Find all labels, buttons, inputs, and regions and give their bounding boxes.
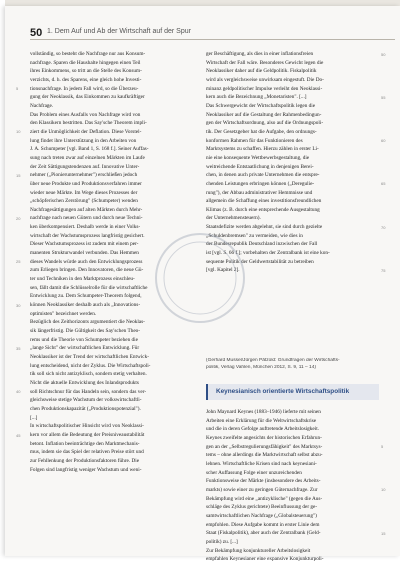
line-number: 25	[16, 259, 21, 265]
text-line: „schöpferischen Zerstörung" (Schumpeter) wenden	[30, 198, 138, 205]
text-line: gen an der „Selbstregulierungsfähigkeit" des Marktsys-	[206, 443, 323, 450]
text-line: rung"), der Abbau administrativer Hemmnisse und	[206, 189, 313, 196]
text-line: schläge des Zyklus gerichtete) Beeinflussung der ge-	[206, 504, 318, 511]
line-number: 70	[381, 224, 386, 230]
line-number: 40	[16, 389, 21, 395]
text-line: Klimas (z. B. durch eine entsprechende Ausgestaltung	[206, 206, 320, 213]
text-line: nachfrage nach neuen Gütern und durch neue Techni-	[30, 215, 143, 222]
text-line: lung entscheidend, nicht der Zyklus. Die Wirtschaftspoli-	[30, 362, 151, 369]
text-line: Neoklassiker daher auf die Geldpolitik. Fiskalpolitik	[206, 68, 317, 75]
right-column	[206, 50, 377, 275]
text-line: Staatsdefizite werden abgelehnt, sie sind durch gezielte	[206, 224, 323, 231]
text-line: lehnen. Wirtschaftliche Krisen sind nach keynesiani-	[206, 460, 317, 467]
text-line: empfahlen Keynesianer eine expansive Konjunkturpoli-	[206, 556, 324, 563]
line-number: 5	[16, 86, 19, 92]
text-line: ken überkompensiert. Deshalb werde in einer Volks-	[30, 224, 141, 231]
line-number: 60	[381, 138, 386, 144]
text-line: konformen Rahmen für das Funktionieren des	[206, 137, 303, 144]
text-line: tionsnachfrage. In jedem Fall wird, so die Überzeu-	[30, 85, 139, 92]
text-line: vollständig, so besteht die Nachfrage nur aus Konsum-	[30, 51, 146, 57]
text-line: markts) sowie einer zu geringen Güternachfrage. Zur	[206, 486, 318, 493]
text-line: Staat (Fiskalpolitik), aber auch der Zentralbank (Geld-	[206, 530, 321, 537]
text-line: mus, indem sie das Spiel der relativen Preise stört und	[30, 449, 144, 456]
text-line: allgemein die Schaffung eines investitionsfreundlichen	[206, 198, 322, 205]
text-line: empfohlen. Diese Aufgabe kommt in erster Linie dem	[206, 521, 320, 528]
header-rule	[30, 39, 395, 40]
text-line: Dieser Wachstumsprozess ist zudem mit einem per-	[30, 241, 139, 248]
text-line: politik) zu. [...]	[206, 538, 238, 545]
text-line: ist [vgl. S. 66 f.]; vorbehalten der Zentralbank ist eine kon-	[206, 250, 330, 257]
page-number: 50	[30, 27, 43, 39]
text-line: chenden Leistungen erbringen können („Deregulie-	[206, 180, 315, 187]
text-line: ter und Techniken in den Marktprozess einschleu-	[30, 276, 135, 283]
right-column-lower	[206, 408, 377, 564]
line-number: 65	[381, 181, 386, 187]
text-line: tems – ohne allerdings die Marktwirtschaft selbst abzu-	[206, 452, 323, 459]
text-line: Arbeiten eine Erklärung für die Weltwirtschaftskrise	[206, 417, 317, 424]
text-line: der Zeit Sättigungstendenzen auf. Innovative Unter-	[30, 163, 140, 170]
text-line: über neue Produkte und Produktionsverfahren immer	[30, 180, 142, 187]
text-line: Bekämpfung wird eine „antizyklische" (gegen die Aus-	[206, 495, 323, 502]
text-line: kern auch die Bezeichnung „Monetaristen". [...]	[206, 94, 307, 101]
line-number: 10	[16, 129, 21, 135]
line-number: 50	[381, 51, 386, 57]
text-line: Bezüglich des Zeithorizonts argumentiert die Neoklas-	[30, 319, 145, 326]
text-line: ger Beschäftigung, als dies in einer inflationsfreien	[206, 51, 314, 57]
text-line: zur Fehllenkung der Produktionsfaktoren führe. Die	[30, 457, 140, 464]
text-line: ihres Einkommens, so tritt an die Stelle des Konsum-	[30, 68, 142, 75]
text-line: „lange Sicht" der wirtschaftlichen Entwicklung. Für	[30, 345, 140, 352]
text-line: ziert die Unmöglichkeit der Deflation. Diese Vorstel-	[30, 128, 142, 135]
text-line: und die in deren Gefolge auftretende Arbeitslosigkeit.	[206, 426, 319, 433]
text-line: optimisten" bezeichnet werden.	[30, 310, 97, 317]
line-number: 5	[381, 444, 384, 450]
line-number: 45	[16, 432, 21, 438]
text-line: sung nach treten zwar auf einzelnen Märkten im Laufe	[30, 154, 145, 161]
citation-line: (Gerhard Mussel/Jürgen Pätzold: Grundfragen der Wirtschafts-	[206, 358, 340, 363]
text-line: dieses Wandels würde auch den Entwicklungsprozess	[30, 258, 143, 265]
text-line: verzichts, d. h. des Sparens, eine gleich hohe Investi-	[30, 76, 142, 83]
text-line: den Klassikern bestritten. Das Say'sche Theorem impli-	[30, 120, 147, 127]
text-line: Neoklassiker auf die Gestaltung der Rahmenbedingun-	[206, 111, 322, 118]
text-line: [vgl. Kapitel 2].	[206, 267, 240, 274]
running-header	[30, 27, 395, 41]
source-citation	[206, 358, 377, 372]
text-line: manenten Strukturwandel verbunden. Das Hemmen	[30, 250, 139, 257]
line-number: 15	[16, 172, 21, 178]
text-line: nie eine konsequente Wettbewerbsgestaltung, die	[206, 154, 310, 161]
text-line: Nicht die aktuelle Entwicklung des Inlandsprodukts	[30, 379, 139, 386]
text-line: gleichsweise stetige Wachstum der volkswirtschaftli-	[30, 397, 142, 404]
text-line: weitreichende Entstaatlichung in denjenigen Berei-	[206, 163, 314, 170]
line-number: 10	[381, 487, 386, 493]
section-heading: Keynesianisch orientierte Wirtschaftspolitik	[216, 388, 350, 395]
text-line: der Unternehmensteuern).	[206, 215, 261, 222]
line-number: 75	[381, 268, 386, 273]
text-line: kern vor allem die Bedeutung der Preisniveaustabilität	[30, 431, 145, 438]
text-line: gung der Neoklassik, das Einkommen zu kaufkräftiger	[30, 94, 145, 101]
citation-line: politik, Verlag Vahlen, München 2012, S. 9, 11 – 14)	[206, 364, 316, 370]
text-line: sen, fällt damit die Schlüsselrolle für die wirtschaftliche	[30, 284, 148, 291]
text-line: der Bundesrepublik Deutschland inzwischen der Fall	[206, 241, 318, 248]
text-line: rems und die Theorie von Schumpeter beziehen die	[30, 336, 138, 343]
text-line: betont. Inflation beeinträchtige den Marktmechanis-	[30, 440, 140, 447]
text-line: soll Richtschnur für das Handeln sein, sondern das ver-	[30, 388, 147, 395]
text-line: nachfrage. Sparen die Haushalte hingegen einen Teil	[30, 59, 141, 66]
text-line: J. A. Schumpeter [vgl. Band 1, S. 168 f.]. Seiner Auffas-	[30, 146, 149, 153]
text-line: John Maynard Keynes (1883–1946) lieferte mit seinen	[206, 409, 321, 415]
line-number: 20	[16, 216, 21, 222]
text-line: [...]	[30, 414, 38, 421]
text-line: Nachfrage.	[30, 102, 54, 109]
text-line: tik. Der Gesetzgeber hat die Aufgabe, den ordnungs-	[206, 128, 317, 135]
text-line: samtwirtschaftlichen Nachfrage („Globalsteuerung")	[206, 512, 317, 519]
text-line: wirtschaft der Wachstumsprozess langfristig gesichert.	[30, 232, 145, 239]
left-column	[30, 50, 201, 474]
text-line: Funktionsweise der Märkte (insbesondere des Arbeits-	[206, 478, 321, 485]
text-line: gen der Wirtschaftsordnung, also auf die Ordnungspoli-	[206, 120, 324, 127]
section-heading-box	[206, 384, 379, 400]
text-line: Das Schwergewicht der Wirtschaftspolitik legen die	[206, 102, 316, 109]
text-line: Entwicklung zu. Dem Schumpeter-Theorem folgend,	[30, 293, 142, 300]
text-line: zum Erliegen bringen. Den Innovatoren, die neue Gü-	[30, 267, 144, 274]
text-line: sik längerfristig. Die Gültigkeit des Say'schen Theo-	[30, 328, 141, 334]
text-line: chen Produktionskapazität („Produktionspotenzial").	[30, 405, 141, 412]
text-line: tik soll sich nicht antizyklisch, sondern stetig verhalten.	[30, 371, 147, 378]
text-line: minanz geldpolitischer Impulse verleiht den Neoklassi-	[206, 85, 323, 92]
text-line: scher Auffassung Folge einer unzureichenden	[206, 469, 302, 476]
text-line: chen, in denen auch private Unternehmen die entspre-	[206, 172, 320, 179]
text-line: können Neoklassiker deshalb auch als „Innovations-	[30, 302, 141, 309]
text-line: Neoklassiker ist der Trend der wirtschaftlichen Entwick-	[30, 353, 149, 360]
line-number: 35	[16, 345, 21, 351]
text-line: wird als vergleichsweise unwirksam eingestuft. Die Do-	[206, 76, 324, 83]
text-line: „Schuldenbremsen" zu vermeiden, wie dies in	[206, 232, 303, 239]
text-line: wieder neue Märkte. Im Wege dieses Prozesses der	[30, 189, 138, 196]
text-line: Nachfragesättigungen auf alten Märkten durch Mehr-	[30, 206, 143, 213]
text-line: Folgen sind langfristig weniger Wachstum und weni-	[30, 466, 142, 473]
text-line: lung findet ihre Unterstützung in den Arbeiten von	[30, 137, 137, 144]
text-line: Marktsystems zu schaffen. Hierzu zählen in erster Li-	[206, 146, 319, 153]
text-line: Wirtschaft der Fall wäre. Besonderes Gewicht legen die	[206, 59, 324, 66]
line-number: 55	[381, 94, 386, 100]
line-number: 30	[16, 302, 21, 308]
text-line: Keynes zweifelte angesichts der historischen Erfahrun-	[206, 434, 322, 441]
line-number: 15	[381, 530, 386, 536]
text-line: nehmer („Pionierunternehmer") erschließen jedoch	[30, 172, 138, 179]
chapter-title: 1. Dem Auf und Ab der Wirtschaft auf der Spur	[47, 28, 191, 35]
text-line: Zur Bekämpfung konjunktureller Arbeitslosigkeit	[206, 547, 311, 554]
text-line: Das Problem eines Ausfalls von Nachfrage wird von	[30, 111, 141, 118]
text-line: In wirtschaftspolitischer Hinsicht wird von Neoklassi-	[30, 423, 144, 430]
text-line: sequente Politik der Geldwertstabilität zu betreiben	[206, 258, 314, 265]
